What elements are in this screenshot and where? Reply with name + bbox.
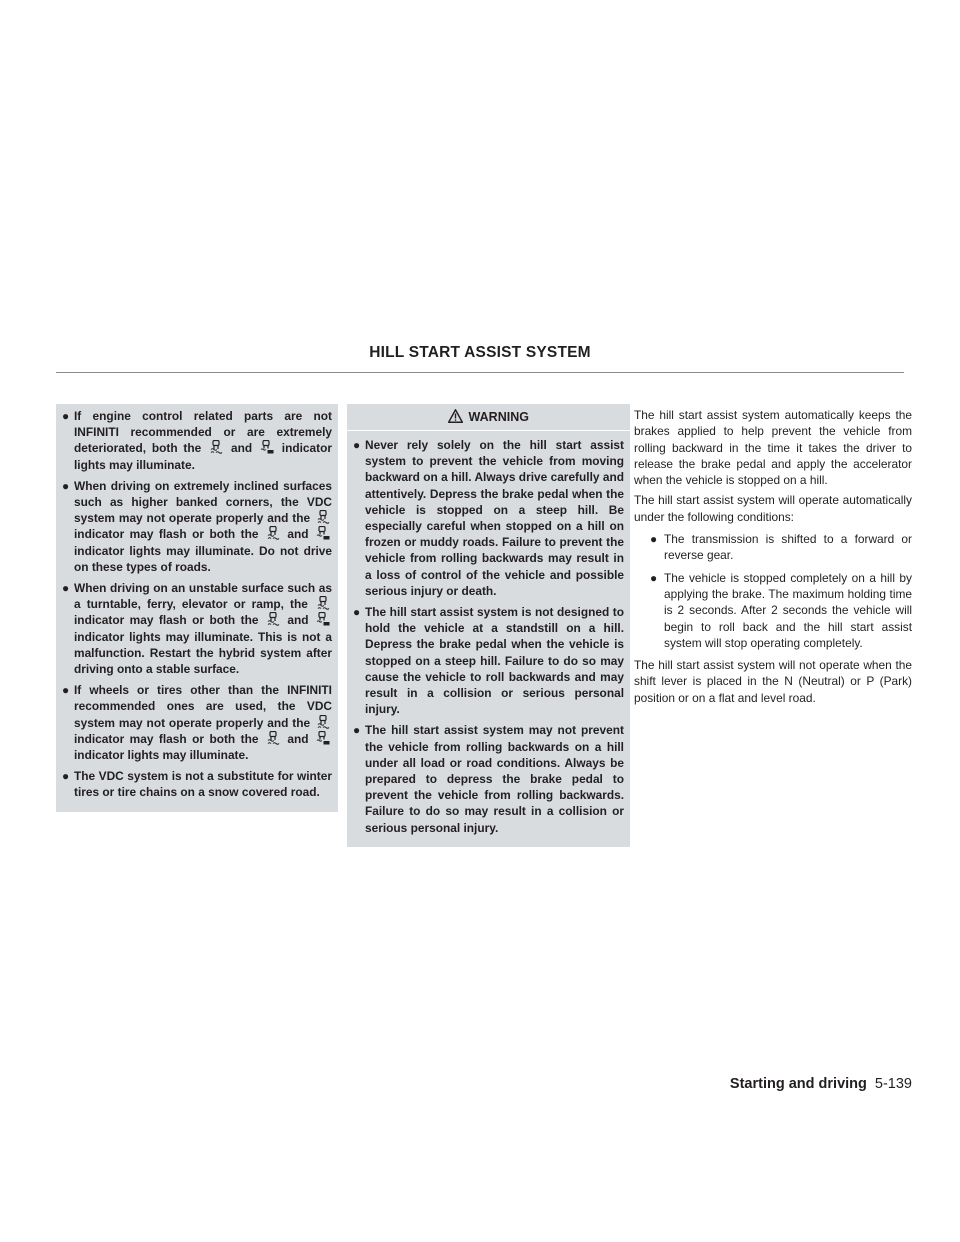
bullet: ●	[62, 683, 70, 698]
bullet: ●	[62, 581, 70, 596]
bullet: ●	[62, 478, 70, 493]
list-item	[650, 531, 912, 564]
list-item	[62, 478, 332, 575]
list-item	[353, 437, 624, 599]
vdc-slip-indicator-icon	[266, 526, 280, 540]
vdc-notes-list	[62, 408, 332, 801]
vdc-off-indicator-icon	[316, 612, 330, 626]
list-item	[353, 604, 624, 717]
paragraph: The hill start assist system automatically keeps the brakes applied to help prevent the vehicle from rolling backward in the time it takes the driver to release the brake pedal and apply the accelerator when the vehicle is stopped on a hill.	[634, 408, 912, 488]
conditions-list	[634, 531, 912, 651]
item-text: indicator lights may illuminate.	[74, 748, 249, 763]
item-text: Never rely solely on the hill start assist system to prevent the vehicle from moving backward on a hill. Always drive carefully and attentively. Depress the brake pedal when the vehicle is stopped on a steep hill. Be especially careful when stopped on a hill on frozen or muddy roads. Failure to prevent the vehicle from rolling backwards may result in a loss of control of the vehicle and possible serious injury or death.	[365, 438, 624, 598]
bullet: ●	[650, 532, 658, 547]
page-number: 5-139	[874, 1076, 912, 1092]
vdc-off-indicator-icon	[316, 526, 330, 540]
list-item	[353, 722, 624, 835]
item-text: The hill start assist system may not prevent the vehicle from rolling backwards on a hill under all load or road conditions. Always be prepared to depress the brake pedal to prevent the vehicle from rolling backwards. Failure to do so may result in a collision or serious personal injury.	[365, 723, 624, 835]
vdc-off-indicator-icon	[316, 731, 330, 745]
vdc-slip-indicator-icon	[316, 596, 330, 610]
list-item	[650, 570, 912, 651]
item-text: indicator may flash or both the	[74, 527, 259, 542]
item-text: The vehicle is stopped completely on a hill by applying the brake. The maximum holding time is 2 seconds. After 2 seconds the vehicle will begin to roll back and the hill start assist system will stop operating completely.	[664, 570, 912, 650]
vdc-slip-indicator-icon	[266, 731, 280, 745]
item-text: When driving on an unstable surface such as a turntable, ferry, elevator or ramp, the	[74, 581, 332, 612]
item-text: When driving on extremely inclined surfaces such as higher banked corners, the VDC system may not operate properly and the	[74, 478, 332, 526]
bullet: ●	[62, 769, 70, 784]
vdc-slip-indicator-icon	[316, 510, 330, 524]
item-text: The hill start assist system is not designed to hold the vehicle at a standstill on a hill. Depress the brake pedal when the vehicle is stopped on a steep hill. Failure to do so may cause the vehicle to roll backwards and may result in a collision or serious personal injury.	[365, 605, 624, 717]
header-rule	[56, 372, 904, 373]
vdc-off-indicator-icon	[260, 440, 274, 454]
warning-heading	[347, 404, 630, 431]
page-footer	[730, 1076, 912, 1092]
list-item	[62, 580, 332, 677]
warning-heading-text: WARNING	[468, 410, 529, 424]
bullet: ●	[353, 605, 361, 620]
item-text: The transmission is shifted to a forward or reverse gear.	[664, 532, 912, 563]
warning-box	[347, 404, 630, 847]
paragraph: The hill start assist system will operate automatically under the following conditions:	[634, 493, 912, 524]
item-text: and	[287, 613, 309, 628]
list-item	[62, 408, 332, 473]
vdc-slip-indicator-icon	[266, 612, 280, 626]
item-text: If engine control related parts are not INFINITI recommended or are extremely deteriorated, both the	[74, 409, 332, 456]
description-column	[634, 407, 912, 710]
item-text: indicator lights may illuminate. This is not a malfunction. Restart the hybrid system after driving onto a stable surface.	[74, 629, 332, 677]
footer-section: Starting and driving	[729, 1076, 867, 1092]
bullet: ●	[353, 723, 361, 738]
warning-triangle-icon	[448, 409, 463, 423]
vdc-notes-column	[56, 404, 338, 812]
list-item	[62, 682, 332, 763]
vdc-slip-indicator-icon	[316, 715, 330, 729]
item-text: indicator may flash or both the	[74, 613, 259, 628]
item-text: The VDC system is not a substitute for winter tires or tire chains on a snow covered road.	[74, 769, 332, 800]
item-text: If wheels or tires other than the INFINITI recommended ones are used, the VDC system may not operate properly and the	[74, 683, 332, 730]
vdc-slip-indicator-icon	[209, 440, 223, 454]
section-title: HILL START ASSIST SYSTEM	[369, 344, 591, 361]
bullet: ●	[650, 570, 658, 585]
bullet: ●	[62, 409, 70, 423]
bullet: ●	[353, 438, 361, 452]
item-text: indicator lights may illuminate. Do not drive on these types of roads.	[74, 543, 332, 574]
item-text: and	[230, 441, 253, 456]
list-item	[62, 768, 332, 800]
item-text: and	[287, 527, 309, 542]
item-text: and	[287, 731, 309, 746]
warning-list	[353, 437, 624, 836]
item-text: indicator may flash or both the	[74, 731, 259, 746]
item-text: indicator lights may illuminate.	[74, 441, 333, 472]
paragraph: The hill start assist system will not operate when the shift lever is placed in the N (Neutral) or P (Park) position or on a flat and level road.	[634, 658, 912, 705]
